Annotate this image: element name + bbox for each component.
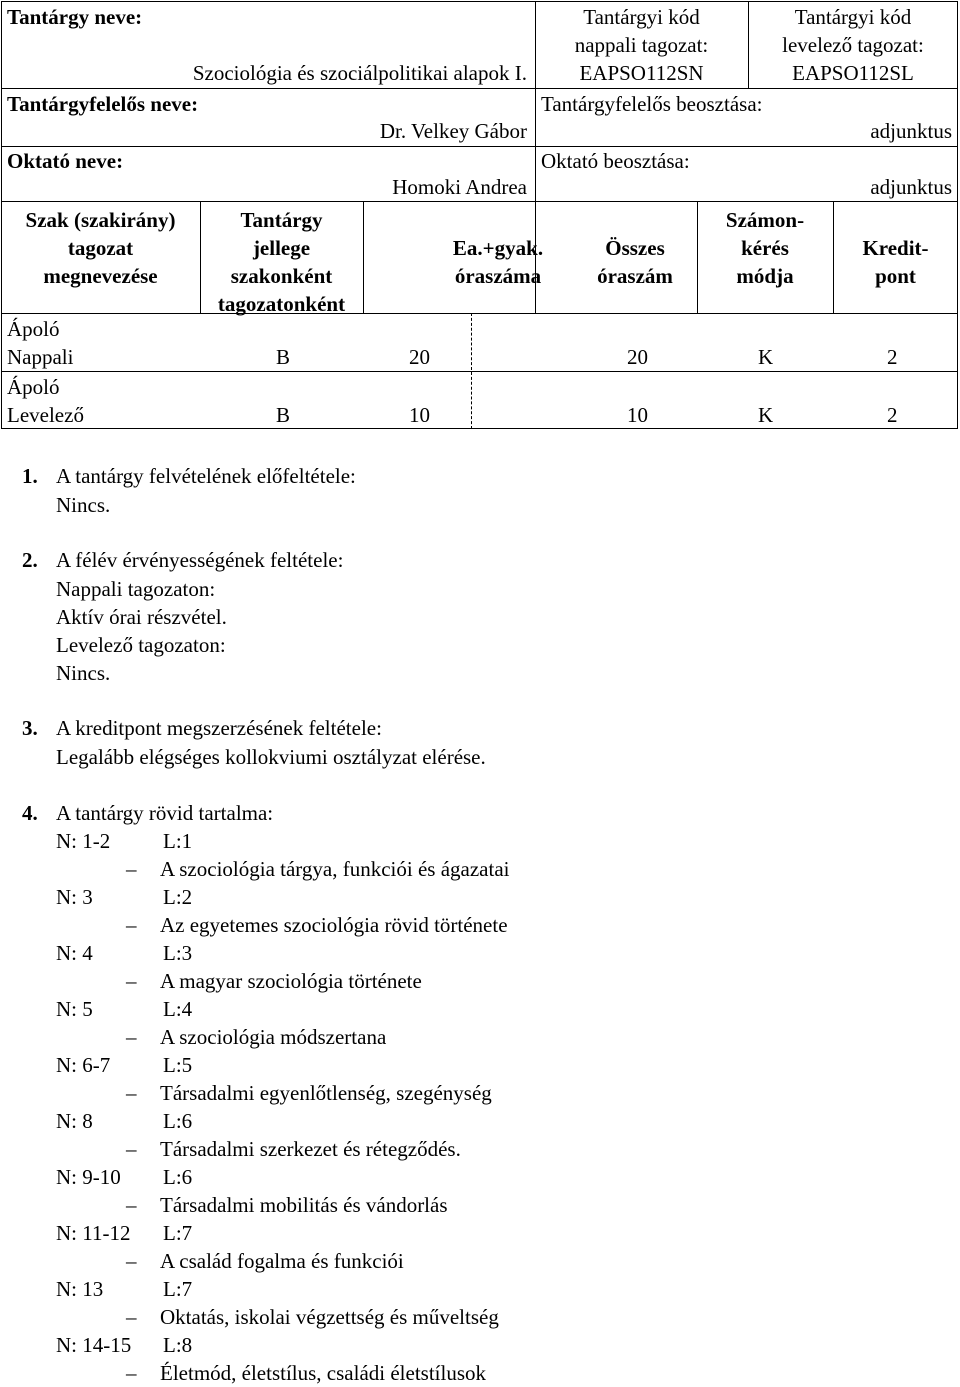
topic: A magyar szociológia története <box>160 969 422 993</box>
divider <box>535 88 536 201</box>
code-day-label: Tantárgyi kód <box>583 5 700 29</box>
responsible-position: adjunktus <box>870 119 952 143</box>
teacher-name: Homoki Andrea <box>392 175 527 199</box>
row-program: Ápoló <box>7 375 60 399</box>
section-1-text: Nincs. <box>56 493 111 517</box>
section-2-title: A félév érvényességének feltétele: <box>56 548 344 572</box>
topic: Életmód, életstílus, családi életstílusok <box>160 1361 487 1385</box>
divider <box>1 146 958 147</box>
week-corr: L:8 <box>163 1333 193 1357</box>
row-total: 20 <box>627 345 648 369</box>
responsible-label: Tantárgyfelelős neve: <box>7 92 199 116</box>
section-1-title: A tantárgy felvételének előfeltétele: <box>56 464 356 488</box>
section-4-number: 4. <box>22 801 38 825</box>
course-name: Szociológia és szociálpolitikai alapok I. <box>192 61 527 85</box>
col-header-hours: Ea.+gyak. óraszáma <box>452 236 544 288</box>
col-header-credit: Kredit- pont <box>862 236 929 288</box>
col-header-total: Összes óraszám <box>597 236 673 288</box>
dash-icon <box>126 859 137 880</box>
week-day: N: 13 <box>56 1277 104 1301</box>
row-mode: Levelező <box>7 403 84 427</box>
row-mode: Nappali <box>7 345 74 369</box>
week-corr: L:6 <box>163 1109 193 1133</box>
topic: Társadalmi mobilitás és vándorlás <box>160 1193 448 1217</box>
topic: A szociológia tárgya, funkciói és ágazatai <box>160 857 510 881</box>
row-hours: 20 <box>409 345 430 369</box>
code-day: EAPSO112SN <box>579 61 704 85</box>
row-program: Ápoló <box>7 317 60 341</box>
dash-icon <box>126 971 137 992</box>
dash-icon <box>126 1139 137 1160</box>
col-header-program: Szak (szakirány) tagozat megnevezése <box>25 208 176 288</box>
divider <box>1 313 958 314</box>
week-day: N: 9-10 <box>56 1165 121 1189</box>
week-corr: L:4 <box>163 997 193 1021</box>
week-corr: L:2 <box>163 885 193 909</box>
row-credit: 2 <box>887 403 898 427</box>
week-day: N: 6-7 <box>56 1053 111 1077</box>
section-3-title: A kreditpont megszerzésének feltétele: <box>56 716 382 740</box>
row-type: B <box>276 403 291 427</box>
col-header-type: Tantárgy jellege szakonként tagozatonként <box>217 208 346 316</box>
section-1-number: 1. <box>22 464 38 488</box>
dash-icon <box>126 1083 137 1104</box>
section-3-number: 3. <box>22 716 38 740</box>
week-corr: L:3 <box>163 941 193 965</box>
section-2-number: 2. <box>22 548 38 572</box>
section-3-text: Legalább elégséges kollokviumi osztályzat elérése. <box>56 745 486 769</box>
dash-icon <box>126 915 137 936</box>
topic: A szociológia módszertana <box>160 1025 387 1049</box>
topic: Társadalmi szerkezet és rétegződés. <box>160 1137 461 1161</box>
week-corr: L:5 <box>163 1053 193 1077</box>
dash-icon <box>126 1251 137 1272</box>
dash-icon <box>126 1195 137 1216</box>
row-exam: K <box>758 345 774 369</box>
week-day: N: 11-12 <box>56 1221 131 1245</box>
row-type: B <box>276 345 291 369</box>
week-corr: L:6 <box>163 1165 193 1189</box>
row-credit: 2 <box>887 345 898 369</box>
week-day: N: 4 <box>56 941 93 965</box>
week-day: N: 14-15 <box>56 1333 132 1357</box>
section-2-corr-text: Nincs. <box>56 661 111 685</box>
divider <box>1 371 958 372</box>
dash-icon <box>126 1027 137 1048</box>
topic: Oktatás, iskolai végzettség és műveltség <box>160 1305 499 1329</box>
code-corr-label: Tantárgyi kód <box>794 5 912 29</box>
week-day: N: 1-2 <box>56 829 111 853</box>
section-2-day-label: Nappali tagozaton: <box>56 577 216 601</box>
dash-icon <box>126 1307 137 1328</box>
divider <box>1 201 958 202</box>
week-corr: L:7 <box>163 1277 193 1301</box>
teacher-position-label: Oktató beosztása: <box>541 149 690 173</box>
week-corr: L:7 <box>163 1221 193 1245</box>
code-day-label: nappali tagozat: <box>574 33 709 57</box>
row-hours: 10 <box>409 403 430 427</box>
week-day: N: 8 <box>56 1109 93 1133</box>
code-corr-label: levelező tagozat: <box>782 33 924 57</box>
col-header-exam: Számon- kérés módja <box>725 208 805 288</box>
course-name-label: Tantárgy neve: <box>7 5 143 29</box>
divider <box>1 88 958 89</box>
dash-icon <box>126 1363 137 1384</box>
section-2-corr-label: Levelező tagozaton: <box>56 633 226 657</box>
section-2-day-text: Aktív órai részvétel. <box>56 605 227 629</box>
week-corr: L:1 <box>163 829 193 853</box>
section-4-title: A tantárgy rövid tartalma: <box>56 801 274 825</box>
responsible-position-label: Tantárgyfelelős beosztása: <box>541 92 763 116</box>
teacher-label: Oktató neve: <box>7 149 124 173</box>
code-corr: EAPSO112SL <box>792 61 914 85</box>
row-exam: K <box>758 403 774 427</box>
week-day: N: 3 <box>56 885 93 909</box>
responsible-name: Dr. Velkey Gábor <box>379 119 527 143</box>
divider <box>471 313 472 429</box>
topic: Az egyetemes szociológia rövid története <box>160 913 508 937</box>
week-day: N: 5 <box>56 997 93 1021</box>
topic: A család fogalma és funkciói <box>160 1249 404 1273</box>
teacher-position: adjunktus <box>870 175 952 199</box>
row-total: 10 <box>627 403 648 427</box>
topic: Társadalmi egyenlőtlenség, szegénység <box>160 1081 492 1105</box>
